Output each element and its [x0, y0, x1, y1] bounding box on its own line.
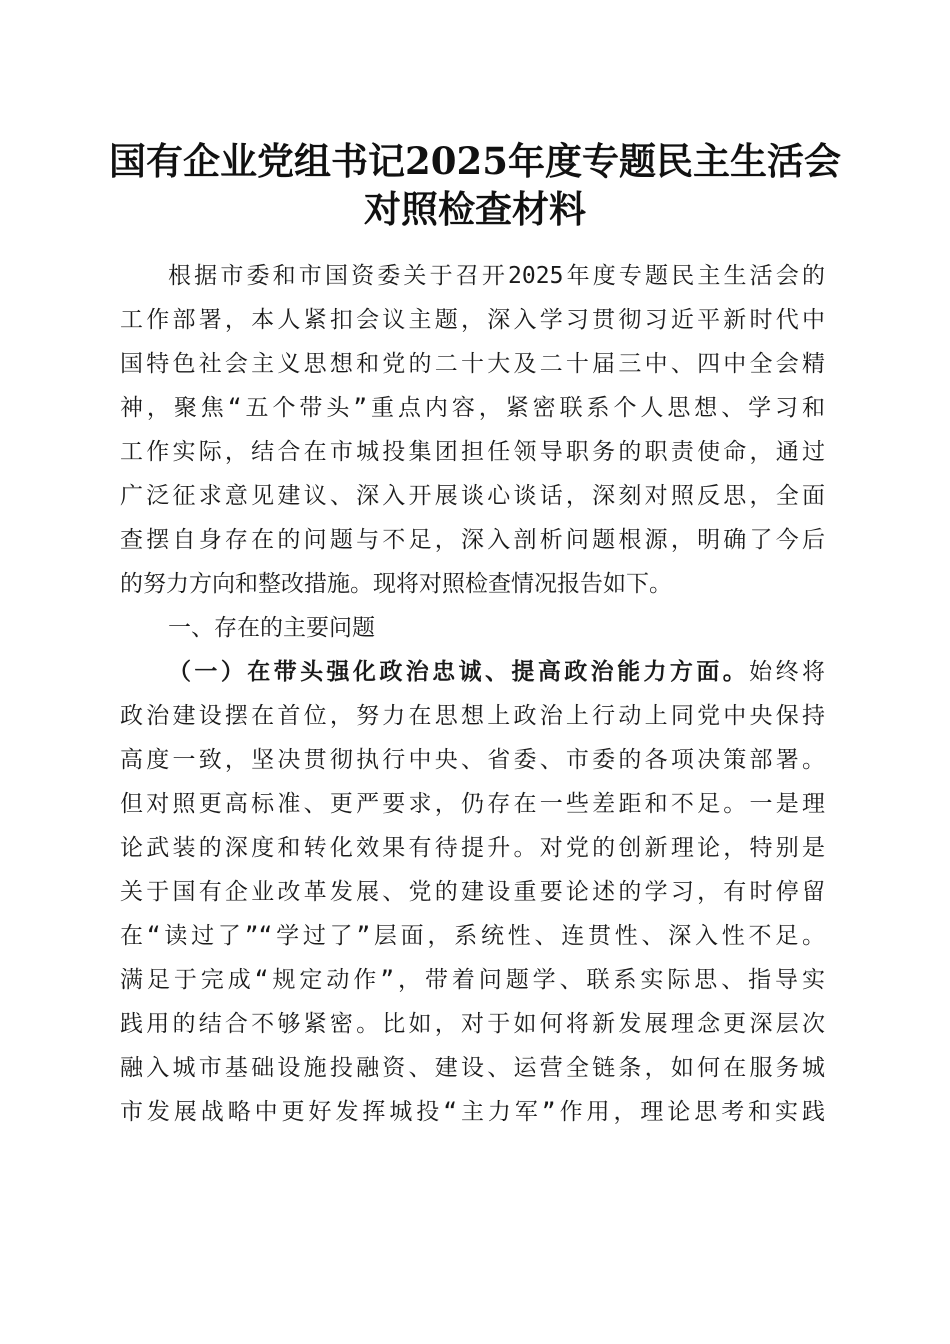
paragraph-line: 的努力方向和整改措施。现将对照检查情况报告如下。: [120, 571, 672, 597]
paragraph-line: 国特色社会主义思想和党的二十大及二十届三中、四中全会精: [120, 351, 825, 377]
paragraph-line: 高度一致，坚决贯彻执行中央、省委、市委的各项决策部署。: [120, 747, 825, 773]
paragraph-line: 但对照更高标准、更严要求，仍存在一些差距和不足。一是理: [120, 791, 825, 817]
paragraph-line: 根据市委和市国资委关于召开2025年度专题民主生活会的: [168, 263, 825, 289]
paragraph-line: 融入城市基础设施投融资、建设、运营全链条，如何在服务城: [120, 1055, 825, 1081]
paragraph-line: 满足于完成“规定动作”，带着问题学、联系实际思、指导实: [120, 967, 825, 993]
paragraph-line: 论武装的深度和转化效果有待提升。对党的创新理论，特别是: [120, 835, 825, 861]
section-heading: 一、存在的主要问题: [168, 615, 375, 641]
paragraph-line: 神，聚焦“五个带头”重点内容，紧密联系个人思想、学习和: [120, 395, 825, 421]
document-title-line-2: 对照检查材料: [364, 187, 586, 231]
paragraph-line: 践用的结合不够紧密。比如，对于如何将新发展理念更深层次: [120, 1011, 825, 1037]
document-body: [120, 254, 825, 1134]
paragraph-line: 关于国有企业改革发展、党的建设重要论述的学习，有时停留: [120, 879, 825, 905]
paragraph-line: 工作部署，本人紧扣会议主题，深入学习贯彻习近平新时代中: [120, 307, 825, 333]
subsection-heading: （一）在带头强化政治忠诚、提高政治能力方面。: [168, 659, 750, 685]
paragraph-line: 工作实际，结合在市城投集团担任领导职务的职责使命，通过: [120, 439, 825, 465]
paragraph-line: 市发展战略中更好发挥城投“主力军”作用，理论思考和实践: [120, 1099, 825, 1125]
subsection-first-line: [120, 650, 825, 694]
paragraph-line: 广泛征求意见建议、深入开展谈心谈话，深刻对照反思，全面: [120, 483, 825, 509]
paragraph-line: 查摆自身存在的问题与不足，深入剖析问题根源，明确了今后: [120, 527, 825, 553]
subsection-first-line-rest: 始终将: [749, 659, 826, 685]
document-title-line-1: 国有企业党组书记2025年度专题民主生活会: [109, 139, 841, 183]
paragraph-line: 在“读过了”“学过了”层面，系统性、连贯性、深入性不足。: [120, 923, 825, 949]
paragraph-line: 政治建设摆在首位，努力在思想上政治上行动上同党中央保持: [120, 703, 825, 729]
